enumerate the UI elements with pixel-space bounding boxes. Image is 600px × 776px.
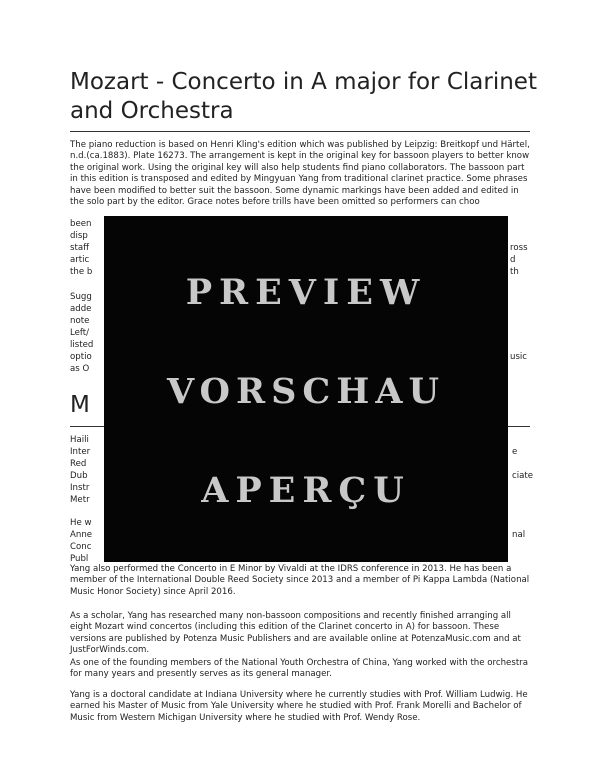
partial-line: th: [510, 267, 519, 277]
partial-line: Publ: [70, 554, 89, 564]
watermark-preview-text: PREVIEW: [185, 272, 427, 313]
partial-line: ciate: [512, 471, 534, 481]
partial-line: nal: [512, 530, 526, 540]
intro-paragraph: The piano reduction is based on Henri Kling's edition which was published by Leipzig: Breitkopf und Härtel, n.d.(ca.1883). Plate 16273. The arrangement is kept in the original key for bassoon players to better know the original work. Using the original key will also help students find piano collaborators. The bassoon part in this edition is transposed and edited by Mingyuan Yang from traditional clarinet practice. Some phrases have been modified to better suit the bassoon. Some dynamic markings have been added and edited in the solo part by the editor. Grace notes before trills have been omitted so performers can choo: [70, 140, 530, 208]
partial-line: artic: [70, 255, 90, 265]
bio-paragraph: Yang also performed the Concerto in E Minor by Vivaldi at the IDRS conference in 2013. He has been a member of the International Double Reed Society since 2013 and a member of Pi Kappa Lambda (National Music Honor Society) since April 2016.: [70, 564, 530, 597]
partial-line: note: [70, 316, 90, 326]
partial-line: Haili: [70, 435, 89, 445]
partial-line: Anne: [70, 530, 93, 540]
watermark-apercu-text: APERÇU: [201, 470, 411, 511]
partial-line: Dub: [70, 471, 88, 481]
bio-paragraph: As one of the founding members of the National Youth Orchestra of China, Yang worked with the orchestra for many years and presently serves as its general manager.: [70, 658, 528, 680]
partial-line: ross: [510, 243, 528, 253]
partial-line: He w: [70, 518, 92, 528]
partial-line: Inter: [70, 447, 91, 457]
bio-paragraph: As a scholar, Yang has researched many non-bassoon compositions and recently finished arranging all eight Mozart wind concertos (including this edition of the Clarinet concerto in A) for bassoon. These versions are published by Potenza Music Publishers and are available online at PotenzaMusic.com and at JustForWinds.com.: [70, 611, 521, 656]
partial-line: staff: [70, 243, 90, 253]
bio-paragraph: Yang is a doctoral candidate at Indiana University where he currently studies with Prof. William Ludwig. He earned his Master of Music from Yale University where he studied with Prof. Frank Morelli and Bachelor of Music from Western Michigan University where he studied with Prof. Wendy Rose.: [70, 690, 528, 723]
partial-line: Instr: [70, 483, 90, 493]
watermark-vorschau-text: VORSCHAU: [167, 371, 445, 412]
partial-line: disp: [70, 231, 88, 241]
partial-line: d: [510, 255, 516, 265]
partial-line: Conc: [70, 542, 92, 552]
page-title: Mozart - Concerto in A major for Clarinet and Orchestra: [70, 69, 537, 124]
partial-line: usic: [510, 352, 528, 362]
partial-line: been: [70, 219, 92, 229]
partial-line: Left/: [70, 328, 90, 338]
preview-watermark: [104, 216, 508, 562]
bio-heading: M: [70, 392, 90, 418]
intro-paragraph: as O: [70, 364, 90, 374]
title-divider: [70, 131, 530, 132]
partial-line: Metr: [70, 495, 90, 505]
partial-line: the b: [70, 267, 93, 277]
intro-paragraph: Sugg: [70, 292, 92, 302]
partial-line: listed: [70, 340, 94, 350]
partial-line: optio: [70, 352, 92, 362]
partial-line: e: [512, 447, 518, 457]
partial-line: adde: [70, 304, 92, 314]
partial-line: Red: [70, 459, 87, 469]
